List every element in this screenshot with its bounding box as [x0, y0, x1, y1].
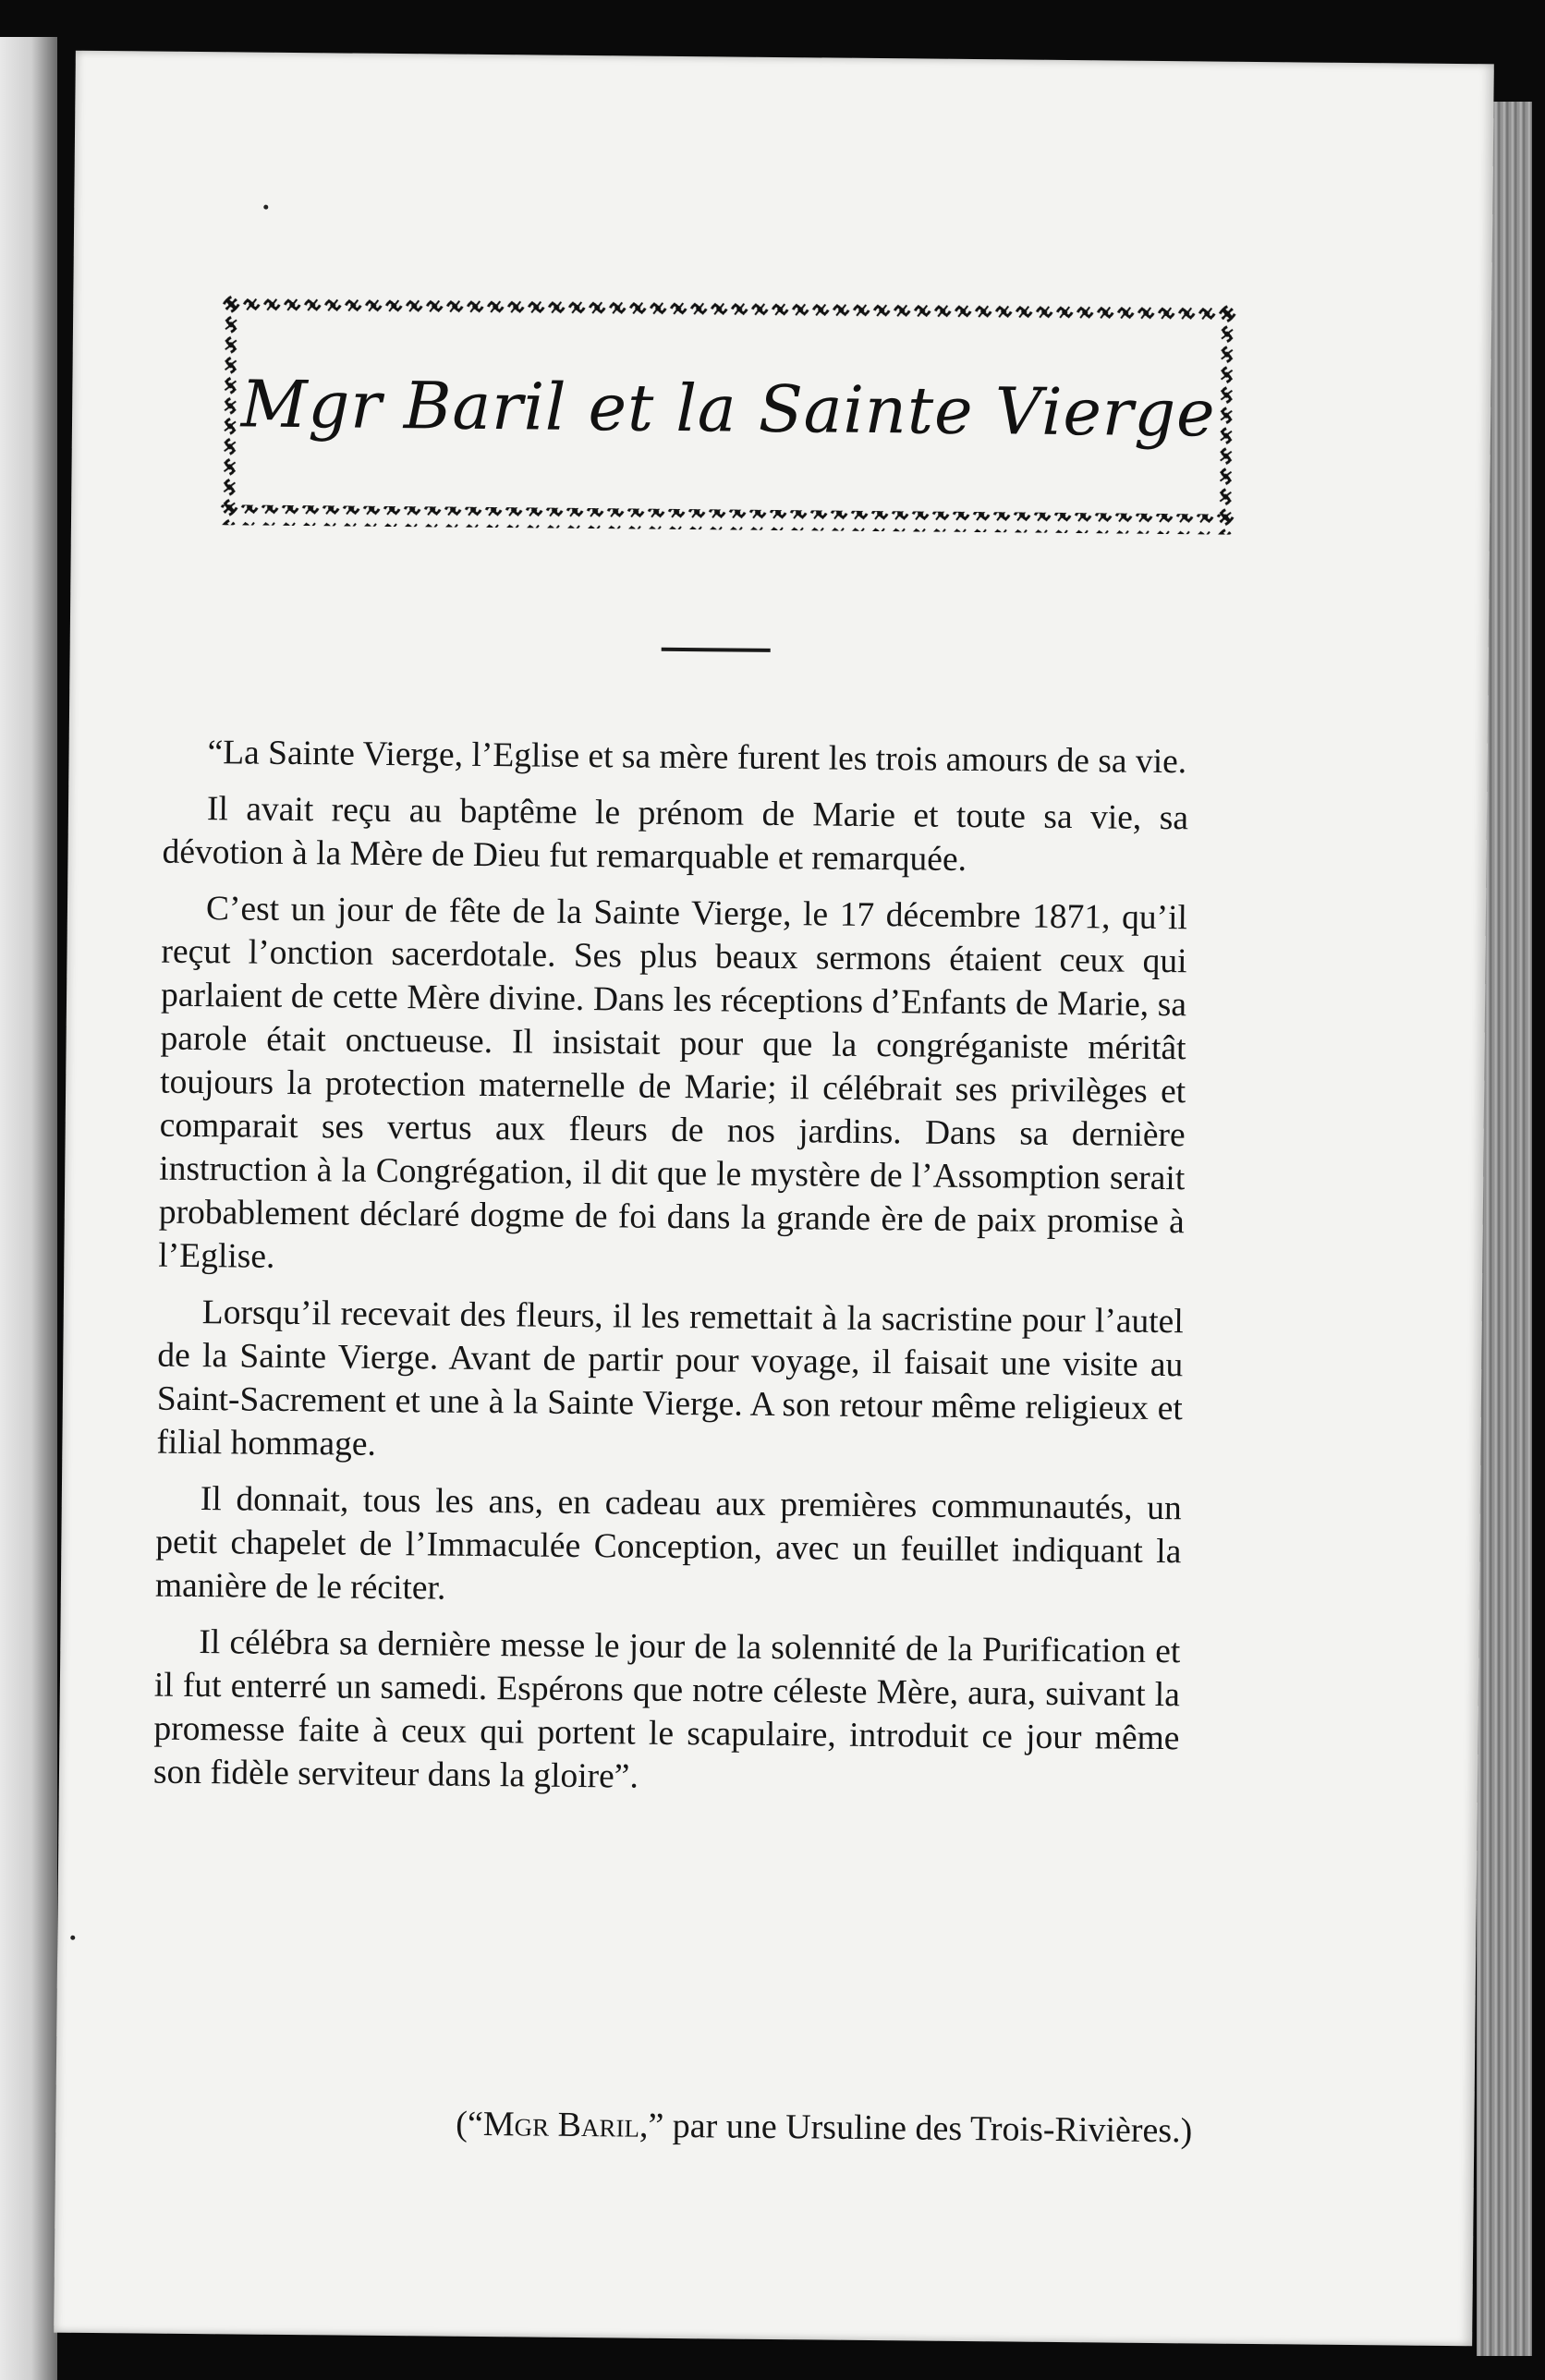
paragraph: Lorsqu’il recevait des fleurs, il les remettait à la sacristine pour l’autel de la Sainte Vierge. Avant de partir pour voyage, il faisait une visite au Saint-Sacrement et une à la Sainte Vierge. A son retour même religieux et filial hommage.: [156, 1293, 1184, 1463]
left-page-edge: [0, 37, 57, 2380]
paragraph: Il avait reçu au baptême le prénom de Marie et toute sa vie, sa dévotion à la Mère de Dieu fut remarquable et remarquée.: [162, 790, 1189, 879]
section-divider: [662, 648, 771, 652]
credit-name: Mgr Baril: [482, 2105, 640, 2145]
title-frame: [219, 294, 1237, 535]
paragraph: Il donnait, tous les ans, en cadeau aux premières communautés, un petit chapelet de l’Immaculée Conception, avec un feuillet indiquant la manière de le réciter.: [154, 1480, 1182, 1608]
page-title: Mgr Baril et la Sainte Vierge: [240, 366, 1216, 452]
paragraph: “La Sainte Vierge, l’Eglise et sa mère furent les trois amours de sa vie.: [207, 734, 1187, 782]
source-credit: [240, 2102, 1192, 2152]
ink-speck: [70, 1936, 75, 1940]
article-body: [153, 731, 1189, 1817]
book-page: [54, 51, 1494, 2347]
paragraph: C’est un jour de fête de la Sainte Vierge, le 17 décembre 1871, qu’il reçut l’onction sacerdotale. Ses plus beaux sermons étaient ceux qui parlaient de cette Mère divine. Dans les réceptions d’Enfants de Marie, sa parole était onctueuse. Il insistait pour que la congréganiste méritât toujours la protection maternelle de Marie; il célébrait ses privilèges et comparait ses vertus aux fleurs de nos jardins. Dans sa dernière instruction à la Congrégation, il dit que le mystère de l’Assomption serait probablement déclaré dogme de foi dans la grande ère de paix promise à l’Eglise.: [158, 890, 1188, 1276]
ink-speck: [263, 205, 268, 210]
credit-open: (“: [456, 2104, 484, 2144]
paragraph: Il célébra sa dernière messe le jour de la solennité de la Purification et il fut enterré un samedi. Espérons que notre céleste Mère, aura, suivant la promesse faite à ceux qui portent le scapulaire, introduit ce jour même son fidèle serviteur dans la gloire”.: [152, 1623, 1181, 1796]
credit-rest: ,” par une Ursuline des Trois-Rivières.): [639, 2106, 1193, 2151]
